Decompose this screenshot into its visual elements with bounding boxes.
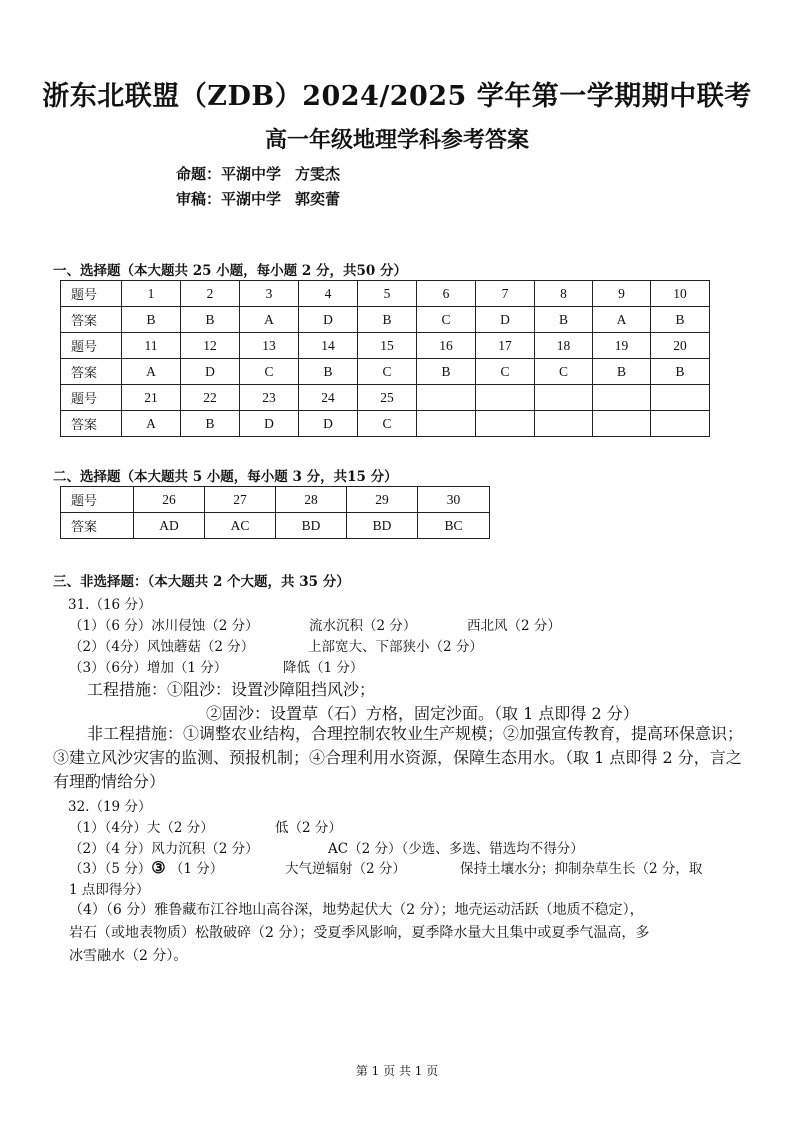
page-footer: 第 1 页 共 1 页 bbox=[355, 1064, 439, 1078]
q31-part2-a: （2）（4分）风蚀蘑菇（2 分） bbox=[69, 639, 255, 655]
reviewer-line bbox=[176, 188, 340, 209]
section1-table-cell: 23 bbox=[240, 385, 299, 411]
section1-table-cell: 22 bbox=[181, 385, 240, 411]
section1-table-cell: 4 bbox=[299, 281, 358, 307]
section1-table-row-header: 题号 bbox=[61, 333, 122, 359]
document-title: 浙东北联盟（ZDB）2024/2025 学年第一学期期中联考 bbox=[42, 81, 752, 112]
section1-table-row bbox=[61, 359, 710, 385]
section1-table-cell: A bbox=[593, 307, 651, 333]
section1-table-cell: B bbox=[593, 359, 651, 385]
section2-table-row-header: 答案 bbox=[61, 513, 134, 539]
q31-engineering-2: ②固沙：设置草（石）方格，固定沙面。（取 1 点即得 2 分） bbox=[206, 704, 639, 723]
reviewer-label: 审稿：平湖中学 bbox=[176, 190, 282, 208]
section1-table-cell: 16 bbox=[417, 333, 476, 359]
section1-table-cell: B bbox=[299, 359, 358, 385]
section1-table-cell: B bbox=[358, 307, 417, 333]
section1-table-row bbox=[61, 385, 710, 411]
section1-table-row-header: 答案 bbox=[61, 307, 122, 333]
section1-table-cell: 18 bbox=[535, 333, 593, 359]
document-subtitle: 高一年级地理学科参考答案 bbox=[264, 127, 529, 153]
section1-table-cell: 5 bbox=[358, 281, 417, 307]
section1-table-cell: C bbox=[358, 411, 417, 437]
section1-table-cell: 9 bbox=[593, 281, 651, 307]
reviewer-name: 郭奕蕾 bbox=[295, 190, 341, 208]
author-label: 命题：平湖中学 bbox=[176, 165, 282, 183]
q32-part3-d: 1 点即得分） bbox=[69, 882, 150, 898]
q32-part3-a: （3）（5 分） bbox=[69, 861, 152, 877]
section2-table-cell: 28 bbox=[276, 487, 347, 513]
section1-table-cell: 1 bbox=[122, 281, 181, 307]
section1-table-cell: C bbox=[476, 359, 535, 385]
q32-part2-a: （2）（4 分）风力沉积（2 分） bbox=[69, 841, 259, 857]
section1-table-cell: D bbox=[181, 359, 240, 385]
section1-table-row-header: 答案 bbox=[61, 359, 122, 385]
section1-table-cell bbox=[593, 385, 651, 411]
section1-table-cell: 7 bbox=[476, 281, 535, 307]
section1-table-cell: 13 bbox=[240, 333, 299, 359]
section2-table-cell: BD bbox=[276, 513, 347, 539]
section1-table-row bbox=[61, 307, 710, 333]
section1-table-cell: B bbox=[535, 307, 593, 333]
q31-engineering-1: 工程措施：①阻沙：设置沙障阻挡风沙； bbox=[87, 680, 376, 699]
section1-table-cell: B bbox=[181, 411, 240, 437]
section1-table-row bbox=[61, 411, 710, 437]
q31-part1-c: 西北风（2 分） bbox=[467, 618, 561, 634]
q32-part3-c: 保持土壤水分；抑制杂草生长（2 分，取 bbox=[460, 861, 703, 877]
section2-table-row-header: 题号 bbox=[61, 487, 134, 513]
q32-part4-line1: （4）（6 分）雅鲁藏布江谷地山高谷深，地势起伏大（2 分）；地壳运动活跃（地质不稳定）， bbox=[69, 902, 644, 918]
q31-part1-a: （1）（6 分）冰川侵蚀（2 分） bbox=[69, 618, 259, 634]
section1-answer-table bbox=[60, 280, 710, 437]
section1-table-cell: C bbox=[240, 359, 299, 385]
q32-part4-line3: 冰雪融水（2 分）。 bbox=[69, 948, 188, 964]
section1-table-cell: A bbox=[122, 411, 181, 437]
q31-part3-a: （3）（6分）增加（1 分） bbox=[69, 660, 228, 676]
section1-table-cell bbox=[651, 411, 710, 437]
section1-table-cell bbox=[651, 385, 710, 411]
section1-table-cell: 17 bbox=[476, 333, 535, 359]
section2-table-cell: 27 bbox=[205, 487, 276, 513]
q32-part3-points: （1 分） bbox=[169, 861, 224, 877]
section2-table-cell: AD bbox=[134, 513, 205, 539]
section2-table-cell: BD bbox=[347, 513, 418, 539]
author-name: 方雯杰 bbox=[295, 165, 341, 183]
section1-table-cell: 14 bbox=[299, 333, 358, 359]
q31-part1 bbox=[69, 614, 259, 634]
section1-table-cell: B bbox=[651, 359, 710, 385]
section2-table-row bbox=[61, 513, 490, 539]
section1-table-cell: A bbox=[122, 359, 181, 385]
section1-table-row-header: 答案 bbox=[61, 411, 122, 437]
section1-table-row bbox=[61, 281, 710, 307]
q32-part1-b: 低（2 分） bbox=[275, 820, 342, 836]
q31-non-engineering: 非工程措施：①调整农业结构，合理控制农牧业生产规模；②加强宣传教育，提高环保意识；③建立风沙灾害的监测、预报机制；④合理利用水资源，保障生态用水。（取 1 点即得 2 分，言之有理酌情给分） bbox=[53, 724, 744, 791]
q31-part1-b: 流水沉积（2 分） bbox=[309, 618, 417, 634]
section1-table-cell: 19 bbox=[593, 333, 651, 359]
section2-table-cell: BC bbox=[418, 513, 490, 539]
section1-table-row bbox=[61, 333, 710, 359]
section1-table-cell: 25 bbox=[358, 385, 417, 411]
section1-table-cell: D bbox=[299, 307, 358, 333]
q32-part2-b: AC（2 分）（少选、多选、错选均不得分） bbox=[328, 841, 584, 857]
section1-table-cell: 24 bbox=[299, 385, 358, 411]
section1-heading: 一、选择题（本大题共 25 小题，每小题 2 分，共50 分） bbox=[53, 263, 407, 279]
section1-table-cell: C bbox=[358, 359, 417, 385]
q31-part2-b: 上部宽大、下部狭小（2 分） bbox=[308, 639, 483, 655]
section2-table-cell: 26 bbox=[134, 487, 205, 513]
q32-part3 bbox=[69, 857, 223, 877]
q32-number: 32.（19 分） bbox=[68, 799, 152, 815]
section1-table-cell bbox=[593, 411, 651, 437]
author-line bbox=[176, 163, 340, 184]
section1-table-cell: B bbox=[122, 307, 181, 333]
section1-table-cell: 2 bbox=[181, 281, 240, 307]
section1-table-cell: D bbox=[240, 411, 299, 437]
section2-table-cell: 30 bbox=[418, 487, 490, 513]
section1-table-cell: B bbox=[181, 307, 240, 333]
section2-heading: 二、选择题（本大题共 5 小题，每小题 3 分，共15 分） bbox=[53, 469, 398, 485]
section1-table-cell: 3 bbox=[240, 281, 299, 307]
q31-number: 31.（16 分） bbox=[68, 597, 152, 613]
section1-table-cell bbox=[535, 411, 593, 437]
q32-part4-line2: 岩石（或地表物质）松散破碎（2 分）；受夏季风影响，夏季降水量大且集中或夏季气温高，多 bbox=[69, 925, 650, 941]
section1-table-cell bbox=[417, 411, 476, 437]
section3-heading: 三、非选择题：（本大题共 2 个大题，共 35 分） bbox=[53, 574, 350, 590]
section1-table-cell: D bbox=[299, 411, 358, 437]
section1-table-row-header: 题号 bbox=[61, 385, 122, 411]
section1-table-cell bbox=[417, 385, 476, 411]
section2-table-row bbox=[61, 487, 490, 513]
section1-table-cell: B bbox=[651, 307, 710, 333]
section1-table-cell: 20 bbox=[651, 333, 710, 359]
q32-part3-symbol: ③ bbox=[151, 858, 166, 877]
section1-table-cell: 10 bbox=[651, 281, 710, 307]
section1-table-cell bbox=[535, 385, 593, 411]
q31-part3-b: 降低（1 分） bbox=[283, 660, 364, 676]
section2-table-cell: 29 bbox=[347, 487, 418, 513]
section1-table-cell: 11 bbox=[122, 333, 181, 359]
section1-table-cell: 8 bbox=[535, 281, 593, 307]
section1-table-cell: 6 bbox=[417, 281, 476, 307]
section1-table-cell: B bbox=[417, 359, 476, 385]
q32-part3-b: 大气逆辐射（2 分） bbox=[285, 861, 406, 877]
section1-table-cell bbox=[476, 411, 535, 437]
section1-table-cell: C bbox=[417, 307, 476, 333]
section2-answer-table bbox=[60, 486, 490, 539]
q32-part1-a: （1）（4分）大（2 分） bbox=[69, 820, 214, 836]
section1-table-row-header: 题号 bbox=[61, 281, 122, 307]
section1-table-cell: D bbox=[476, 307, 535, 333]
section1-table-cell: 12 bbox=[181, 333, 240, 359]
section2-table-cell: AC bbox=[205, 513, 276, 539]
section1-table-cell bbox=[476, 385, 535, 411]
section1-table-cell: 21 bbox=[122, 385, 181, 411]
section1-table-cell: C bbox=[535, 359, 593, 385]
section1-table-cell: 15 bbox=[358, 333, 417, 359]
section1-table-cell: A bbox=[240, 307, 299, 333]
